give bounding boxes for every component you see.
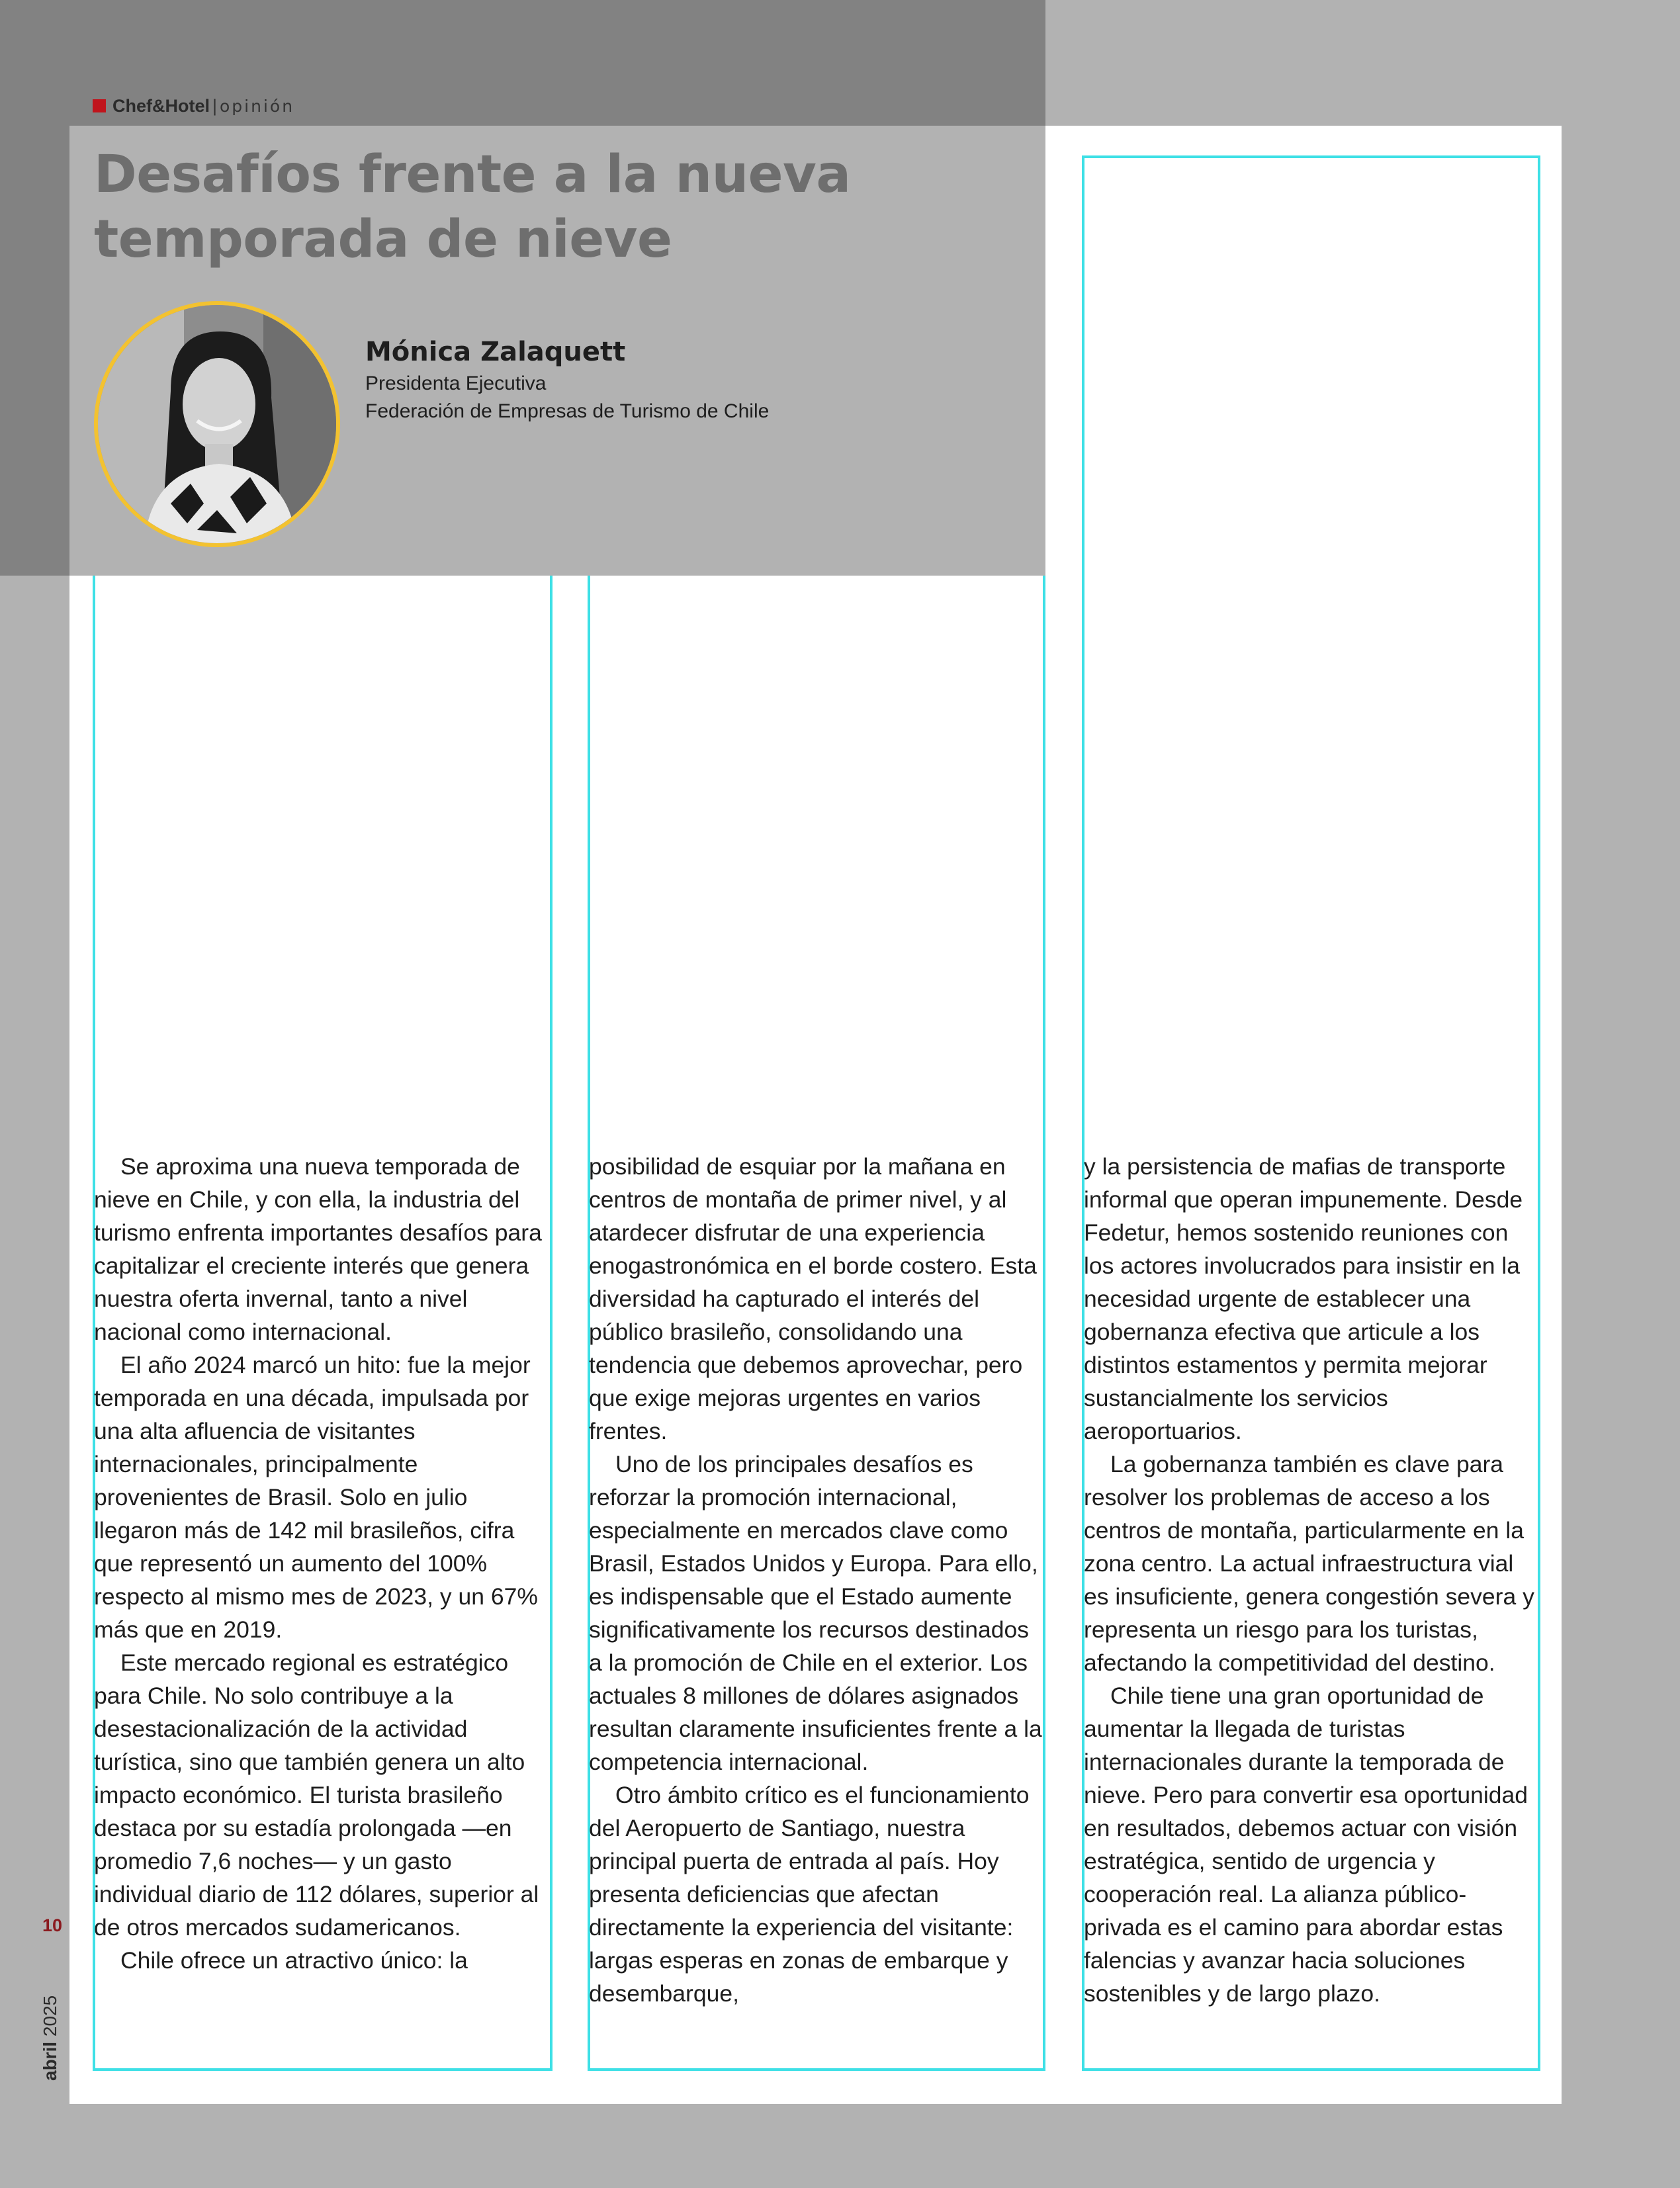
author-block: [365, 334, 961, 425]
paragraph: Chile tiene una gran oportunidad de aumentar la llegada de turistas internacionales durante la temporada de nieve. Pero para convertir esa oportunidad en resultados, debemos actuar con visión estratégica, sentido de urgencia y cooperación real. La alianza público-privada es el camino para abordar estas falencias y avanzar hacia soluciones sostenibles y de largo plazo.: [1084, 1683, 1528, 2007]
brand-label: Chef&Hotel: [112, 95, 210, 116]
text-column-3: [1084, 1150, 1540, 2010]
kicker-separator: |: [212, 95, 218, 116]
paragraph: La gobernanza también es clave para resolver los problemas de acceso a los centros de montaña, particularmente en la zona centro. La actual infraestructura vial es insuficiente, genera congestión severa y representa un riesgo para los turistas, afectando la competitividad del destino.: [1084, 1451, 1534, 1676]
author-portrait-icon: [94, 301, 340, 547]
page-number: 10: [42, 1915, 63, 1935]
paragraph: posibilidad de esquiar por la mañana en centros de montaña de primer nivel, y al atardecer disfrutar de una experiencia enogastronómica en el borde costero. Esta diversidad ha capturado el interés del público brasileño, consolidando una tendencia que debemos aprovechar, pero que exige mejoras urgentes en varios frentes.: [589, 1153, 1037, 1444]
issue-year: 2025: [40, 1995, 60, 2037]
paragraph: y la persistencia de mafias de transporte informal que operan impunemente. Desde Fedetur, hemos sostenido reuniones con los actores involucrados para insistir en la necesidad urgente de establecer una gobernanza efectiva que articule a los distintos estamentos y permita mejorar sustancialmente los servicios aeroportuarios.: [1084, 1153, 1523, 1444]
text-column-1: [94, 1150, 551, 1977]
paragraph: Uno de los principales desafíos es reforzar la promoción internacional, especialmente en mercados clave como Brasil, Estados Unidos y Europa. Para ello, es indispensable que el Estado aumente significativamente los recursos destinados a la promoción de Chile en el exterior. Los actuales 8 millones de dólares asignados resultan claramente insuficientes frente a la competencia internacional.: [589, 1451, 1042, 1775]
paragraph: El año 2024 marcó un hito: fue la mejor temporada en una década, impulsada por una alta afluencia de visitantes internacionales, principalmente provenientes de Brasil. Solo en julio llegaron más de 142 mil brasileños, cifra que representó un aumento del 100% respecto al mismo mes de 2023, y un 67% más que en 2019.: [94, 1352, 538, 1643]
paragraph: Este mercado regional es estratégico para Chile. No solo contribuye a la desestacionalización de la actividad turística, sino que también genera un alto impacto económico. El turista brasileño destaca por su estadía prolongada —en promedio 7,6 noches— y un gasto individual diario de 112 dólares, superior al de otros mercados sudamericanos.: [94, 1649, 539, 1941]
article-title: Desafíos frente a la nueva temporada de nieve: [94, 145, 851, 269]
issue-month: abril: [40, 2041, 60, 2081]
paragraph: Chile ofrece un atractivo único: la: [120, 1947, 468, 1974]
author-role: Presidenta Ejecutiva: [365, 372, 547, 394]
paragraph: Se aproxima una nueva temporada de nieve en Chile, y con ella, la industria del turismo enfrenta importantes desafíos para capitalizar el creciente interés que genera nuestra oferta invernal, tanto a nivel nacional como internacional.: [94, 1153, 542, 1345]
section-kicker: [93, 93, 294, 119]
author-name: Mónica Zalaquett: [365, 337, 626, 367]
issue-date: [40, 1995, 61, 2081]
red-square-icon: [93, 99, 106, 112]
text-column-2: [589, 1150, 1045, 2010]
author-organization: Federación de Empresas de Turismo de Chile: [365, 400, 770, 422]
paragraph: Otro ámbito crítico es el funcionamiento del Aeropuerto de Santiago, nuestra principal puerta de entrada al país. Hoy presenta deficiencias que afectan directamente la experiencia del visitante: largas esperas en zonas de embarque y desembarque,: [589, 1782, 1030, 2007]
section-label: opinión: [220, 96, 295, 116]
